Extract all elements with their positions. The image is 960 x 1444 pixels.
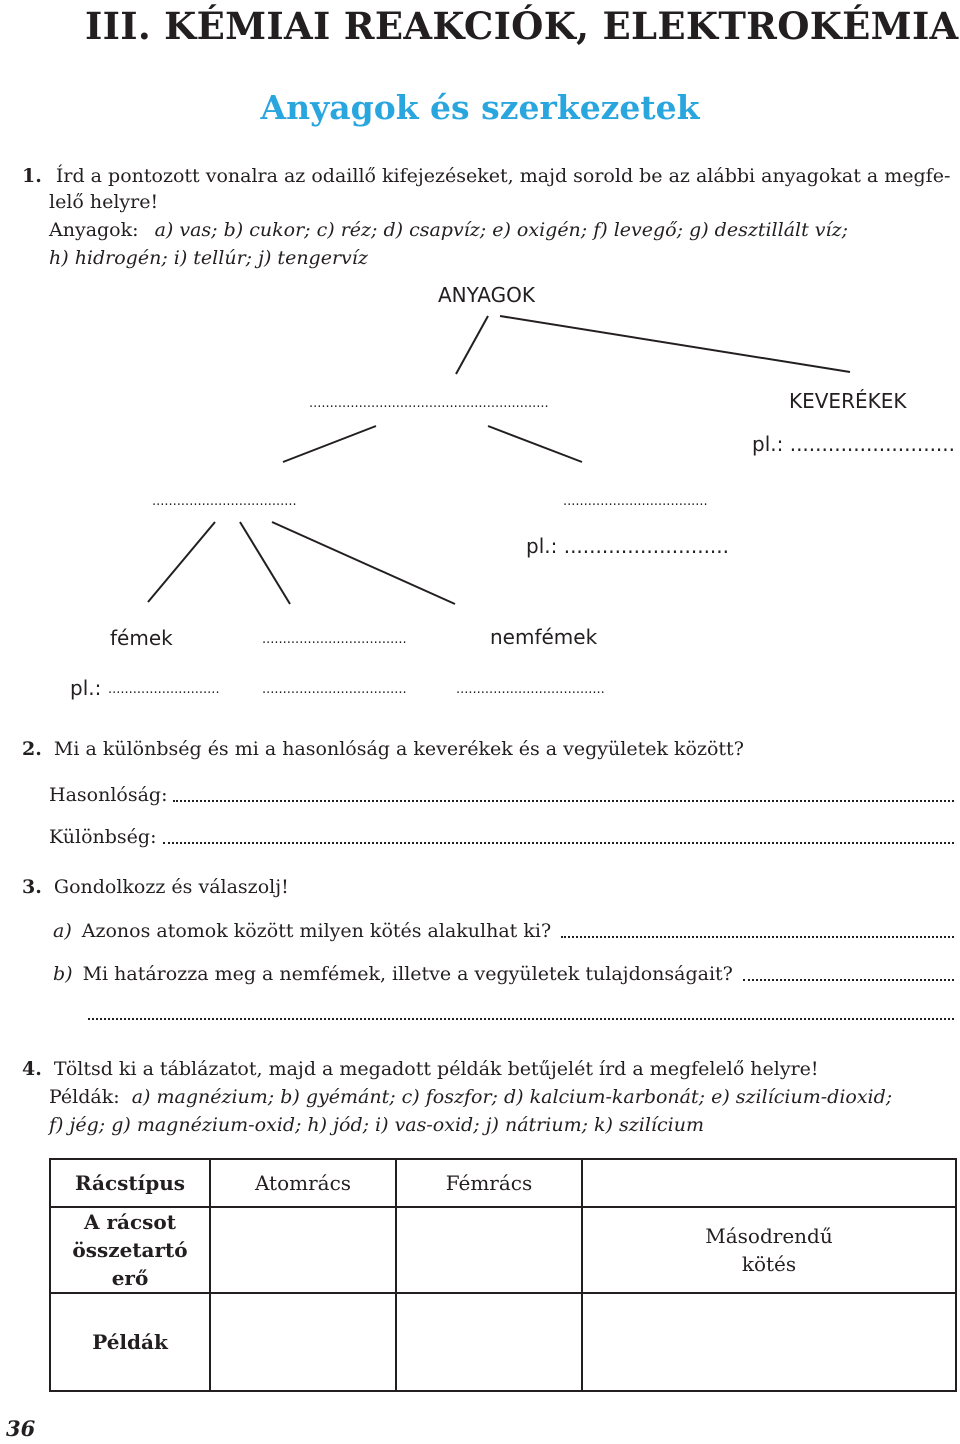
tree-examples-blank1[interactable]: ........................... (108, 682, 220, 697)
table-row (50, 1207, 956, 1293)
table-cell-force-metallic[interactable] (396, 1207, 582, 1293)
task1-instruction-line2: lelő helyre! (49, 191, 159, 213)
difference-label: Különbség: (49, 826, 157, 848)
tree-metals: fémek (110, 626, 173, 650)
tree-line-l1-left (283, 426, 376, 462)
tree-level2-right-blank[interactable]: ................................... (563, 494, 708, 509)
task3-b-letter: b) (53, 963, 73, 985)
task1-number: 1. (22, 165, 42, 187)
table-header-examples: Példák (50, 1293, 210, 1391)
table-cell-lattice-type-blank[interactable] (582, 1159, 956, 1207)
task3-b-answer-line-2[interactable] (88, 1018, 954, 1020)
task3-a-row (53, 917, 954, 945)
tree-line-l2-c (272, 522, 455, 604)
task3-b-row (53, 960, 954, 988)
table-cell-atomic-lattice: Atomrács (210, 1159, 396, 1207)
secondary-bond-line1: Másodrendű (705, 1224, 833, 1248)
task3-b-answer-line[interactable] (743, 979, 954, 981)
similarity-row (49, 781, 954, 809)
table-cell-force-atomic[interactable] (210, 1207, 396, 1293)
table-cell-examples-metallic[interactable] (396, 1293, 582, 1391)
similarity-label: Hasonlóság: (49, 784, 168, 806)
section-title: Anyagok és szerkezetek (260, 88, 700, 127)
table-header-binding-force (50, 1207, 210, 1293)
table-cell-examples-atomic[interactable] (210, 1293, 396, 1391)
task3-prompt: Gondolkozz és válaszolj! (53, 876, 289, 898)
tree-middle-blank[interactable]: ................................... (262, 632, 407, 647)
task4-number: 4. (22, 1058, 42, 1080)
tree-line-root-left (456, 316, 488, 374)
task3-number: 3. (22, 876, 42, 898)
tree-nonmetals: nemfémek (490, 625, 598, 649)
lattice-table (49, 1158, 957, 1392)
tree-mixtures-example[interactable]: pl.: .......................... (752, 432, 955, 456)
classification-tree (0, 0, 960, 720)
tree-examples-blank2[interactable]: ................................... (262, 682, 407, 697)
materials-list-2: h) hidrogén; i) tellúr; j) tengervíz (49, 247, 368, 269)
task4-instruction-line (22, 1055, 819, 1083)
table-cell-examples-other[interactable] (582, 1293, 956, 1391)
tree-line-l2-b (240, 522, 290, 604)
task3-a-answer-line[interactable] (561, 936, 954, 938)
task4-examples-list-2: f) jég; g) magnézium-oxid; h) jód; i) vas-oxid; j) nátrium; k) szilícium (49, 1114, 704, 1136)
tree-level1-blank[interactable]: .......................................................... (309, 396, 549, 411)
task3-a-text: Azonos atomok között milyen kötés alakulhat ki? (81, 920, 552, 942)
task4-instruction: Töltsd ki a táblázatot, majd a megadott példák betűjelét írd a megfelelő helyre! (53, 1058, 819, 1080)
task4-examples-label: Példák: (49, 1086, 120, 1108)
task1-instruction-line1: Írd a pontozott vonalra az odaillő kifejezéseket, majd sorold be az alábbi anyagokat a megfe- (55, 165, 951, 187)
table-cell-metallic-lattice: Fémrács (396, 1159, 582, 1207)
table-row (50, 1159, 956, 1207)
task3-a-letter: a) (53, 920, 72, 942)
table-header-lattice-type: Rácstípus (50, 1159, 210, 1207)
tree-mixtures: KEVERÉKEK (789, 389, 907, 413)
tree-root[interactable]: ANYAGOK (438, 283, 535, 307)
materials-list-1: a) vas; b) cukor; c) réz; d) csapvíz; e) oxigén; f) levegő; g) desztillált víz; (154, 219, 849, 241)
table-row (50, 1293, 956, 1391)
task2-question-line (22, 735, 744, 763)
task3-prompt-line (22, 873, 289, 901)
tree-line-l1-right (488, 426, 582, 462)
secondary-bond-line2: kötés (741, 1252, 797, 1276)
tree-line-l2-a (148, 522, 215, 602)
similarity-answer-line[interactable] (173, 800, 954, 802)
binding-force-line1: A rácsot (84, 1210, 176, 1234)
tree-examples-blank3[interactable]: .................................... (456, 682, 605, 697)
task4-examples-line2 (49, 1111, 704, 1139)
task4-examples-line1 (49, 1083, 892, 1111)
task2-question: Mi a különbség és mi a hasonlóság a keverékek és a vegyületek között? (53, 738, 744, 760)
table-cell-force-secondary (582, 1207, 956, 1293)
task4-examples-list-1: a) magnézium; b) gyémánt; c) foszfor; d) kalcium-karbonát; e) szilícium-dioxid; (131, 1086, 893, 1108)
tree-level2-right-example[interactable]: pl.: .......................... (526, 534, 729, 558)
chapter-title: III. KÉMIAI REAKCIÓK, ELEKTROKÉMIA (85, 4, 959, 48)
task2-number: 2. (22, 738, 42, 760)
difference-row (49, 823, 954, 851)
task3-b-text: Mi határozza meg a nemfémek, illetve a vegyületek tulajdonságait? (82, 963, 733, 985)
binding-force-line2: összetartó erő (72, 1238, 188, 1290)
materials-label: Anyagok: (49, 219, 139, 241)
difference-answer-line[interactable] (163, 842, 955, 844)
tree-line-root-right (500, 316, 850, 372)
page-number: 36 (6, 1416, 36, 1441)
tree-example-prefix: pl.: (70, 676, 102, 700)
tree-level2-left-blank[interactable]: ................................... (152, 494, 297, 509)
